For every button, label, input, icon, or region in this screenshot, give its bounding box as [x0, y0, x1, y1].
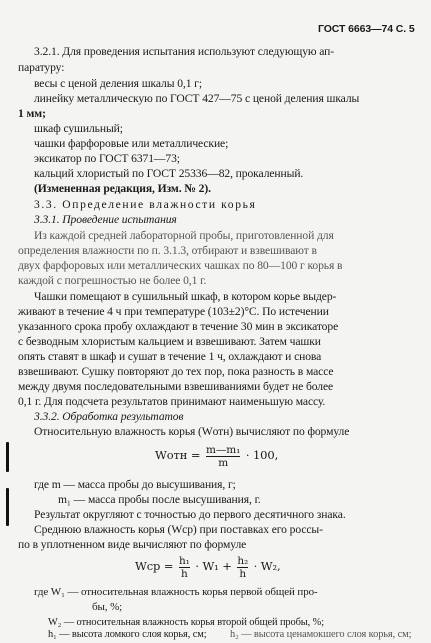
text-line: по в уплотненном виде вычисляют по формуле	[18, 538, 247, 551]
margin-mark	[6, 488, 9, 526]
text-line: шкаф сушильный;	[34, 122, 123, 135]
text-line: m₁ — масса пробы после высушивания, г.	[58, 493, 261, 506]
subsection-heading: 3.3.1. Проведение испытания	[34, 213, 177, 226]
fraction-numerator: h₁	[178, 554, 190, 567]
text-line: каждой с погрешностью не более 0,1 г.	[18, 274, 207, 287]
formula-average-humidity	[135, 553, 281, 580]
text-line: 3.2.1. Для проведения испытания используют следующую ап-	[34, 45, 335, 58]
text-line: 0,1 г. Для подсчета результатов принимают наименьшую массу.	[18, 395, 326, 408]
margin-mark	[6, 442, 9, 472]
fraction	[179, 555, 190, 580]
text-line: паратуру:	[18, 61, 65, 74]
fraction	[237, 555, 248, 580]
amendment-note: (Измененная редакция, Изм. № 2).	[34, 182, 211, 195]
text-line: весы с ценой деления шкалы 0,1 г;	[34, 77, 202, 90]
text-line: 1 мм;	[18, 107, 46, 120]
fraction-denominator: m	[206, 456, 240, 469]
text-line: эксикатор по ГОСТ 6371—73;	[34, 152, 180, 165]
formula-term: · W₂,	[253, 559, 281, 573]
text-line: h₂ — высота ценамокшего слоя корья, см;	[230, 629, 412, 640]
text-line: где W₁ — относительная влажность корья первой общей про-	[34, 586, 318, 598]
formula-lhs: Wср =	[135, 559, 174, 573]
formula-relative-humidity	[155, 443, 278, 469]
text-line: живают в течение 4 ч при температуре (103±2)°С. По истечении	[18, 305, 329, 318]
text-line: бы, %;	[92, 601, 123, 613]
text-line: Относительную влажность корья (Wотн) вычисляют по формуле	[34, 425, 350, 438]
formula-term: · W₁ +	[195, 559, 232, 573]
fraction-denominator: h	[237, 567, 248, 580]
text-line: между двумя последовательными взвешиваниями будет не более	[18, 380, 334, 393]
text-line: кальций хлористый по ГОСТ 25336—82, прокаленный.	[34, 167, 304, 180]
text-line: чашки фарфоровые или металлические;	[34, 137, 229, 150]
fraction-denominator: h	[179, 567, 190, 580]
fraction	[206, 444, 240, 469]
text-line: определения влажности по п. 3.1.3, отбирают и взвешивают в	[18, 244, 317, 257]
subsection-heading: 3.3.2. Обработка результатов	[34, 410, 184, 423]
text-line: Среднюю влажность корья (Wср) при поставках его россы-	[34, 523, 323, 536]
formula-lhs: Wотн =	[155, 448, 201, 462]
text-line: W₂ — относительная влажность корья второй общей пробы, %;	[48, 617, 325, 628]
text-line: h₁ — высота ломкого слоя корья, см;	[48, 629, 207, 640]
text-line: Из каждой средней лабораторной пробы, приготовленной для	[34, 229, 334, 242]
text-line: где m — масса пробы до высушивания, г;	[34, 478, 236, 491]
text-line: линейку металлическую по ГОСТ 427—75 с ценой деления шкалы	[34, 92, 360, 105]
text-line: с безводным хлористым кальцием и взвешивают. Затем чашки	[18, 335, 321, 348]
fraction-numerator: h₂	[237, 554, 249, 567]
section-heading: 3.3. Определение влажности корья	[34, 198, 257, 211]
text-line: указанного срока пробу охлаждают в течение 30 мин в эксикаторе	[18, 320, 339, 333]
text-line: Результат округляют с точностью до первого десятичного знака.	[34, 508, 346, 521]
text-line: опять ставят в шкаф и сушат в течение 1 ч, охлаждают и снова	[18, 350, 322, 363]
text-line: взвешивают. Сушку повторяют до тех пор, пока разность в массе	[18, 365, 334, 378]
text-line: двух фарфоровых или металлических чашках по 80—100 г корья в	[18, 259, 343, 272]
text-line: Чашки помещают в сушильный шкаф, в котором корье выдер-	[34, 290, 337, 303]
fraction-numerator: m—m₁	[206, 443, 241, 456]
page-header: ГОСТ 6663—74 С. 5	[318, 23, 415, 35]
formula-tail: · 100,	[245, 448, 279, 462]
